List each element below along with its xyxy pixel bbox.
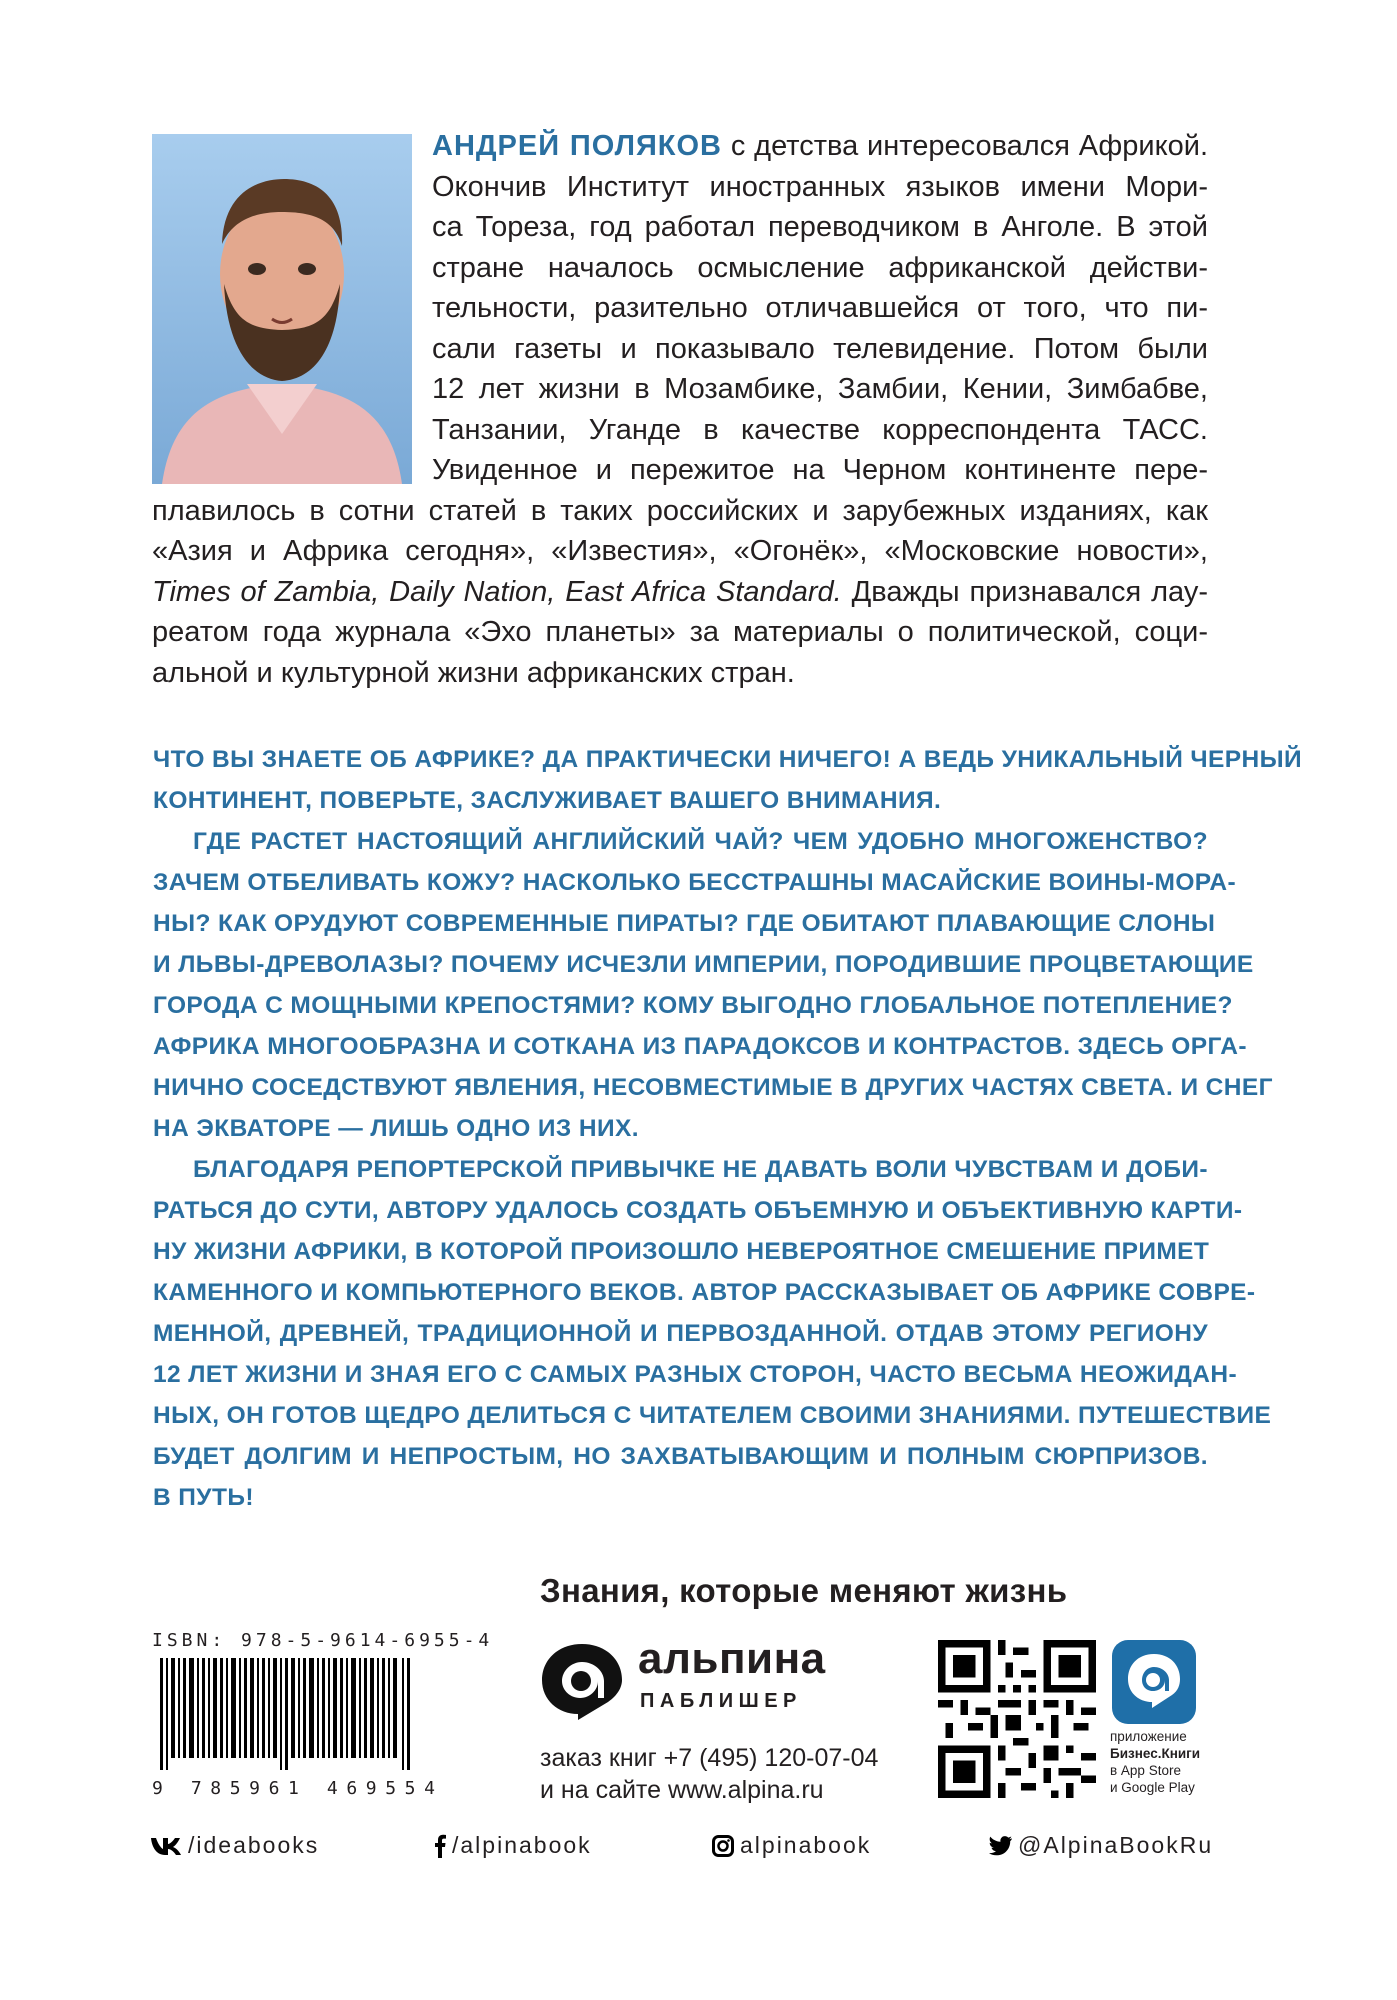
blurb-line-12: РАТЬСЯ ДО СУТИ, АВТОРУ УДАЛОСЬ СОЗДАТЬ ОБЪЕМНУЮ И ОБЪЕКТИВНУЮ КАРТИ-: [153, 1197, 1243, 1224]
bio-line-11: «Азия и Африка сегодня», «Известия», «Огонёк», «Московские новости»,: [152, 535, 1208, 567]
blurb-line-3: ГДЕ РАСТЕТ НАСТОЯЩИЙ АНГЛИЙСКИЙ ЧАЙ? ЧЕМ УДОБНО МНОГОЖЕНСТВО?: [193, 828, 1208, 855]
blurb-line-16: 12 ЛЕТ ЖИЗНИ И ЗНАЯ ЕГО С САМЫХ РАЗНЫХ СТОРОН, ЧАСТО ВЕСЬМА НЕОЖИДАН-: [153, 1361, 1238, 1388]
bio-line-7: 12 лет жизни в Мозамбике, Замбии, Кении, Зимбабве,: [432, 373, 1208, 405]
slogan: Знания, которые меняют жизнь: [540, 1572, 1068, 1609]
bio-line-4: стране началось осмысление африканской действи-: [432, 251, 1208, 284]
business-books-app-icon[interactable]: [1112, 1640, 1196, 1724]
app-line-4: и Google Play: [1110, 1780, 1195, 1795]
publication-titles: Times of Zambia, Daily Nation, East Africa Standard.: [152, 575, 842, 608]
author-portrait: [152, 134, 412, 484]
blurb-line-7: ГОРОДА С МОЩНЫМИ КРЕПОСТЯМИ? КОМУ ВЫГОДНО ГЛОБАЛЬНОЕ ПОТЕПЛЕНИЕ?: [153, 992, 1233, 1019]
publisher-name: альпина: [638, 1634, 826, 1683]
bio-line-14: альной и культурной жизни африканских стран.: [152, 656, 795, 689]
blurb-line-1: ЧТО ВЫ ЗНАЕТЕ ОБ АФРИКЕ? ДА ПРАКТИЧЕСКИ НИЧЕГО! А ВЕДЬ УНИКАЛЬНЫЙ ЧЕРНЫЙ: [153, 746, 1303, 773]
blurb-line-2: КОНТИНЕНТ, ПОВЕРЬТЕ, ЗАСЛУЖИВАЕТ ВАШЕГО ВНИМАНИЯ.: [153, 787, 942, 814]
facebook-icon: [434, 1834, 446, 1858]
app-line-2: Бизнес.Книги: [1110, 1746, 1201, 1761]
blurb-line-5: НЫ? КАК ОРУДУЮТ СОВРЕМЕННЫЕ ПИРАТЫ? ГДЕ ОБИТАЮТ ПЛАВАЮЩИЕ СЛОНЫ: [153, 910, 1216, 937]
blurb-line-18: БУДЕТ ДОЛГИМ И НЕПРОСТЫМ, НО ЗАХВАТЫВАЮЩИМ И ПОЛНЫМ СЮРПРИЗОВ.: [153, 1443, 1208, 1470]
twitter-icon: [988, 1836, 1012, 1856]
bio-line-5: тельности, разительно отличавшейся от того, что пи-: [432, 292, 1208, 324]
bio-line-13: реатом года журнала «Эхо планеты» за материалы о политической, соци-: [152, 616, 1208, 648]
blurb-line-17: НЫХ, ОН ГОТОВ ЩЕДРО ДЕЛИТЬСЯ С ЧИТАТЕЛЕМ СВОИМИ ЗНАНИЯМИ. ПУТЕШЕСТВИЕ: [153, 1402, 1272, 1429]
vk-icon: [150, 1836, 182, 1856]
alpina-logo-icon: [538, 1640, 626, 1722]
blurb-line-14: КАМЕННОГО И КОМПЬЮТЕРНОГО ВЕКОВ. АВТОР РАССКАЗЫВАЕТ ОБ АФРИКЕ СОВРЕ-: [153, 1279, 1256, 1306]
barcode: [152, 1658, 432, 1770]
social-twitter[interactable]: @AlpinaBookRu: [988, 1832, 1213, 1859]
order-phone: заказ книг +7 (495) 120-07-04: [540, 1744, 879, 1772]
alpina-app-logo-icon: [1112, 1640, 1196, 1724]
author-photo: [152, 134, 412, 484]
blurb-line-8: АФРИКА МНОГООБРАЗНА И СОТКАНА ИЗ ПАРАДОКСОВ И КОНТРАСТОВ. ЗДЕСЬ ОРГА-: [153, 1033, 1247, 1060]
qr-code[interactable]: [938, 1640, 1096, 1798]
publisher-subtitle: ПАБЛИШЕР: [640, 1690, 802, 1712]
blurb-line-15: МЕННОЙ, ДРЕВНЕЙ, ТРАДИЦИОННОЙ И ПЕРВОЗДАННОЙ. ОТДАВ ЭТОМУ РЕГИОНУ: [153, 1320, 1208, 1347]
barcode-digits: 9 785961 469554: [152, 1778, 444, 1799]
blurb-line-11: БЛАГОДАРЯ РЕПОРТЕРСКОЙ ПРИВЫЧКЕ НЕ ДАВАТЬ ВОЛИ ЧУВСТВАМ И ДОБИ-: [193, 1156, 1208, 1183]
bio-line-10: плавилось в сотни статей в таких российских и зарубежных изданиях, как: [152, 494, 1208, 527]
app-line-1: приложение: [1110, 1729, 1187, 1744]
app-line-3: в App Store: [1110, 1763, 1181, 1778]
blurb-line-9: НИЧНО СОСЕДСТВУЮТ ЯВЛЕНИЯ, НЕСОВМЕСТИМЫЕ В ДРУГИХ ЧАСТЯХ СВЕТА. И СНЕГ: [153, 1074, 1273, 1101]
social-facebook[interactable]: /alpinabook: [434, 1832, 592, 1859]
author-name: АНДРЕЙ ПОЛЯКОВ: [432, 130, 722, 162]
bio-line-2: Окончив Институт иностранных языков имени Мори-: [432, 170, 1208, 203]
social-vk[interactable]: /ideabooks: [150, 1832, 319, 1859]
bio-line-3: са Тореза, год работал переводчиком в Анголе. В этой: [432, 211, 1208, 243]
bio-line-6: сали газеты и показывало телевидение. Потом были: [432, 332, 1208, 365]
bio-line-12: Times of Zambia, Daily Nation, East Africa Standard. Дважды признавался лау-: [152, 575, 1208, 608]
bio-line-1: АНДРЕЙ ПОЛЯКОВ с детства интересовался Африкой.: [432, 130, 1209, 162]
blurb-line-13: НУ ЖИЗНИ АФРИКИ, В КОТОРОЙ ПРОИЗОШЛО НЕВЕРОЯТНОЕ СМЕШЕНИЕ ПРИМЕТ: [153, 1238, 1210, 1265]
blurb-line-4: ЗАЧЕМ ОТБЕЛИВАТЬ КОЖУ? НАСКОЛЬКО БЕССТРАШНЫ МАСАЙСКИЕ ВОИНЫ-МОРА-: [153, 869, 1237, 896]
blurb-line-6: И ЛЬВЫ-ДРЕВОЛАЗЫ? ПОЧЕМУ ИСЧЕЗЛИ ИМПЕРИИ, ПОРОДИВШИЕ ПРОЦВЕТАЮЩИЕ: [153, 951, 1254, 978]
instagram-icon: [712, 1835, 734, 1857]
order-site[interactable]: и на сайте www.alpina.ru: [540, 1776, 824, 1804]
blurb-line-19: В ПУТЬ!: [153, 1484, 254, 1511]
bio-line-9: Увиденное и пережитое на Черном континенте пере-: [432, 454, 1208, 486]
social-instagram[interactable]: alpinabook: [712, 1832, 871, 1859]
isbn-label: ISBN: 978-5-9614-6955-4: [152, 1630, 494, 1651]
bio-line-8: Танзании, Уганде в качестве корреспондента ТАСС.: [432, 413, 1208, 446]
blurb-line-10: НА ЭКВАТОРЕ — ЛИШЬ ОДНО ИЗ НИХ.: [153, 1115, 639, 1142]
